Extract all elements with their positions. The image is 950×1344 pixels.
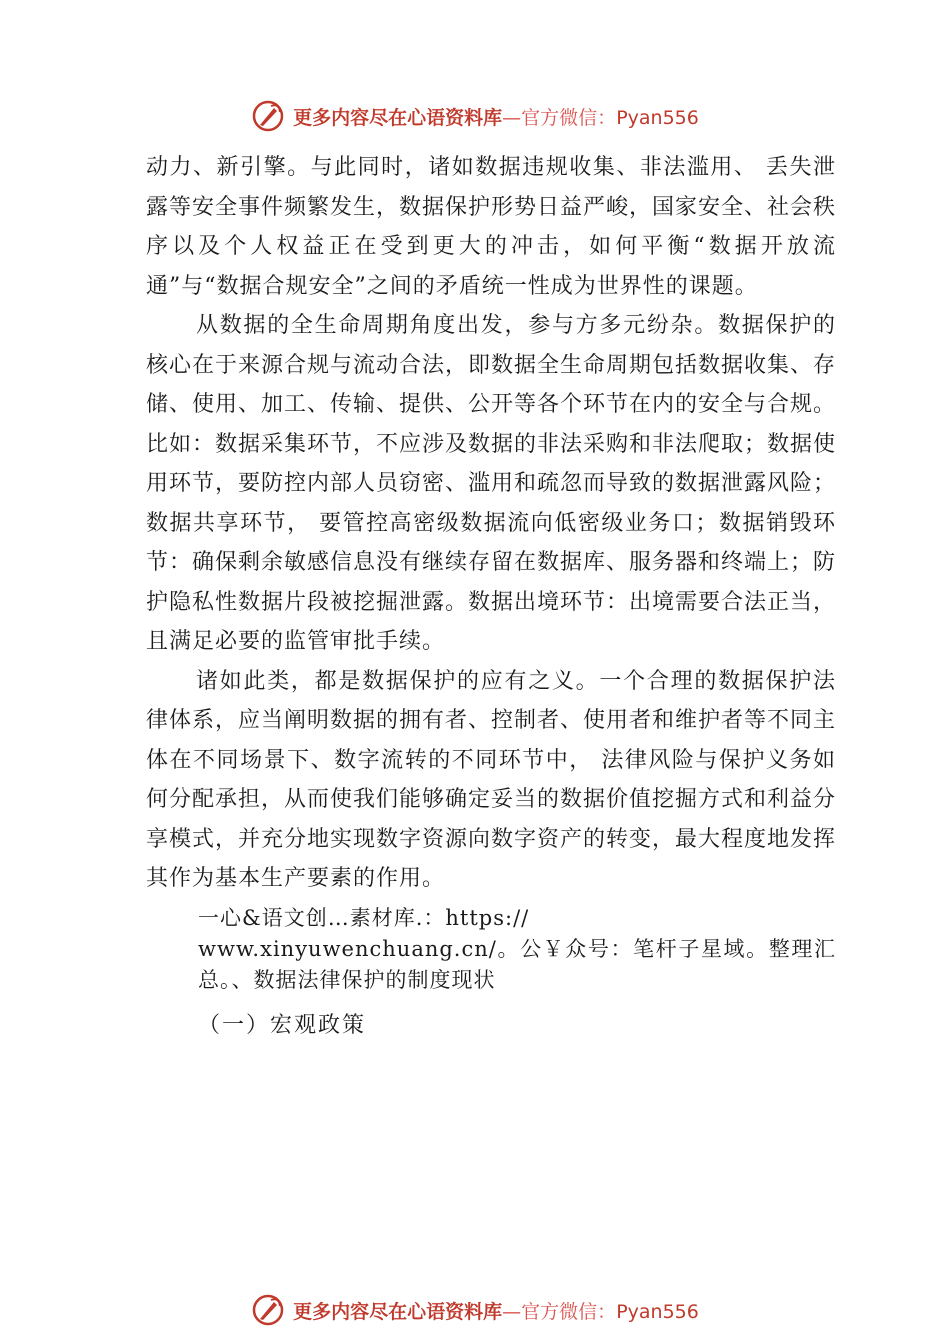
banner-official-label: —官方微信： <box>502 106 617 129</box>
quill-logo-icon <box>251 1293 285 1327</box>
paragraph-1: 动力、新引擎。与此同时，诸如数据违规收集、非法滥用、 丢失泄露等安全事件频繁发生，数据保护形势日益严峻，国家安全、社会秩序以及个人权益正在受到更大的冲击，如何平衡“数据开放流通”与“数据合规安全”之间的矛盾统一性成为世界性的课题。 <box>146 155 837 299</box>
source-line-2: www.xinyuwenchuang.cn/。公￥众号：笔杆子星域。整理汇总。、数据法律保护的制度现状 <box>198 936 836 992</box>
quill-logo-icon <box>251 99 285 133</box>
footer-banner <box>0 1290 950 1330</box>
header-banner <box>0 96 950 136</box>
banner-wechat-handle: Pyan556 <box>616 106 699 129</box>
banner-wechat-handle: Pyan556 <box>616 1300 699 1323</box>
source-note <box>198 903 836 996</box>
banner-official-label: —官方微信： <box>502 1300 617 1323</box>
paragraph-3: 诸如此类，都是数据保护的应有之义。一个合理的数据保护法律体系，应当阐明数据的拥有者、控制者、使用者和维护者等不同主体在不同场景下、数字流转的不同环节中， 法律风险与保护义务如何分配承担，从而使我们能够确定妥当的数据价值挖掘方式和利益分享模式，并充分地实现数字资源向数字资产的转变，最大程度地发挥其作为基本生产要素的作用。 <box>146 668 837 891</box>
source-line-1: 一心&语文创…素材库.：https:// <box>198 905 530 930</box>
document-body <box>146 148 836 1045</box>
banner-title: 更多内容尽在心语资料库 <box>293 1300 503 1323</box>
section-heading: （一）宏观政策 <box>198 1012 367 1038</box>
banner-title: 更多内容尽在心语资料库 <box>293 106 503 129</box>
paragraph-2: 从数据的全生命周期角度出发，参与方多元纷杂。数据保护的核心在于来源合规与流动合法，即数据全生命周期包括数据收集、存储、使用、加工、传输、提供、公开等各个环节在内的安全与合规。比如：数据采集环节，不应涉及数据的非法采购和非法爬取；数据使用环节，要防控内部人员窃密、滥用和疏忽而导致的数据泄露风险；数据共享环节， 要管控高密级数据流向低密级业务口；数据销毁环节：确保剩余敏感信息没有继续存留在数据库、服务器和终端上；防护隐私性数据片段被挖掘泄露。数据出境环节：出境需要合法正当，且满足必要的监管审批手续。 <box>146 313 837 654</box>
